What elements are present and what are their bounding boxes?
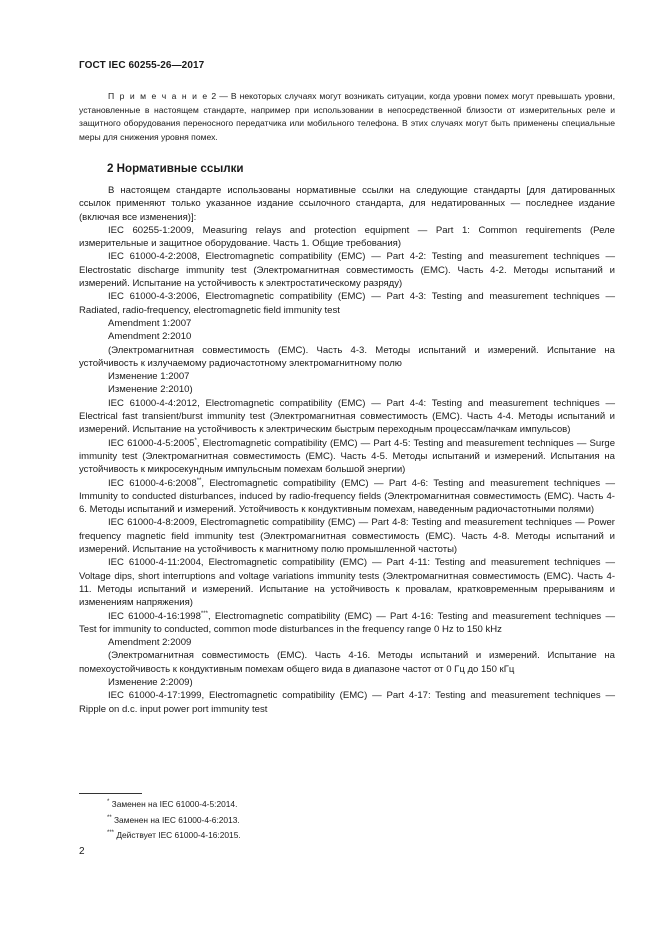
ref-text: , Electromagnetic compatibility (EMC) — Part 4-16: Testing and measurement techniques — Test for immunity to conducted, common mode disturbances in the frequency range 0 Hz to 150 kHz: [79, 610, 616, 635]
intro-paragraph: В настоящем стандарте использованы нормативные ссылки на следующие стандарты [для датированных ссылок применяют только указанное издание ссылочного стандарта, для недатированных — последнее издание (включая все изменения)]:: [79, 185, 615, 223]
amendment-line: Amendment 2:2010: [108, 331, 192, 343]
footnote-divider: [79, 793, 142, 794]
reference-iec-61000-4-3: IEC 61000-4-3:2006, Electromagnetic compatibility (EMC) — Part 4-3: Testing and measurement techniques — Radiated, radio-frequency, electromagnetic field immunity test: [79, 291, 615, 316]
reference-iec-61000-4-5: [79, 437, 615, 477]
footnote-mark: *: [107, 799, 110, 805]
ref-code: IEC 61000-4-6:2008: [108, 477, 197, 489]
page-number: 2: [79, 846, 85, 857]
reference-iec-61000-4-4: IEC 61000-4-4:2012, Electromagnetic compatibility (EMC) — Part 4-4: Testing and measurement techniques — Electrical fast transient/burst immunity test (Электромагнитная совместимость (ЕМС). Часть 4-4. Методы испытаний и измерений. Испытание на устойчивость к электрическим быстрым переходным процессам/пачкам импульсов): [79, 397, 615, 436]
amendment-line: Изменение 2:2009): [108, 676, 193, 688]
amendment-line: Amendment 1:2007: [108, 317, 192, 329]
amendment-line: Изменение 2:2010): [108, 384, 193, 396]
reference-translation: (Электромагнитная совместимость (EMC). Часть 4-16. Методы испытаний и измерений. Испытание на помехоустойчивость к кондуктивным помехам общего вида в диапазоне частот от 0 Гц до 150 кГц: [79, 650, 615, 675]
reference-iec-61000-4-2: IEC 61000-4-2:2008, Electromagnetic compatibility (EMC) — Part 4-2: Testing and measurement techniques — Electrostatic discharge immunity test (Электромагнитная совместимость (ЕМС). Часть 4-2. Методы испытаний и измерений. Испытание на устойчивость к электростатическому разряду): [79, 251, 615, 290]
references-body: [79, 184, 615, 716]
amendment-line: Amendment 2:2009: [108, 637, 192, 649]
reference-iec-61000-4-11: IEC 61000-4-11:2004, Electromagnetic compatibility (EMC) — Part 4-11: Testing and measurement techniques — Voltage dips, short interruptions and voltage variations immunity tests (Электромагнитная совместимость (ЕМС). Часть 4-11. Методы испытаний и измерений. Испытание на устойчивость к провалам, кратковременным прерываниям и изменениям напряжения): [79, 557, 615, 609]
reference-translation: (Электромагнитная совместимость (EMC). Часть 4-3. Методы испытаний и измерений. Испытание на устойчивость к излучаемому радиочастотному электромагнитному полю: [79, 344, 615, 369]
reference-iec-61000-4-6: [79, 477, 615, 517]
ref-code: IEC 61000-4-16:1998: [108, 610, 201, 622]
footnote-text: Заменен на IEC 61000-4-5:2014.: [109, 799, 238, 809]
reference-iec-60255-1: IEC 60255-1:2009, Measuring relays and protection equipment — Part 1: Common requirements (Реле измерительные и защитное оборудование. Часть 1. Общие требования): [79, 224, 615, 250]
note-text: 2 — В некоторых случаях могут возникать ситуации, когда уровни помех могут превышать уровни, установленные в настоящем стандарте, например при использовании в непосредственной близости от измерительных реле и защитного оборудования переносного передатчика или мобильного телефона. В этих случаях могут быть применены специальные меры для снижения уровня помех.: [79, 91, 615, 142]
footnote-mark: ***: [200, 610, 208, 617]
footnote-mark: **: [196, 477, 202, 484]
footnote-text: Действует IEC 61000-4-16:2015.: [114, 830, 241, 841]
note-label: П р и м е ч а н и е: [108, 91, 209, 101]
footnotes: [107, 797, 241, 844]
ref-code: IEC 61000-4-5:2005: [108, 437, 195, 449]
section-title: 2 Нормативные ссылки: [107, 162, 244, 175]
footnote-mark: **: [107, 814, 112, 821]
footnote-mark: *: [194, 437, 197, 444]
standard-header: ГОСТ IEC 60255-26—2017: [79, 60, 205, 71]
note-paragraph: [79, 90, 615, 144]
ref-text: , Electromagnetic compatibility (EMC) — Part 4-5: Testing and measurement techniques — Surge immunity test (Электромагнитная совместимость (ЕМС). Часть 4-5. Методы испытаний и измерений. Испытания на устойчивость к микросекундным импульсным помехам большой энергии): [79, 437, 615, 476]
ref-text: , Electromagnetic compatibility (EMC) — Part 4-6: Testing and measurement techniques — Immunity to conducted disturbances, induced by radio-frequency fields (Электромагнитная совместимость (ЕМС). Часть 4-6. Методы испытаний и измерений. Устойчивость к кондуктивным помехам, наведенным радиочастотными полями): [79, 477, 616, 516]
amendment-line: Изменение 1:2007: [108, 371, 190, 383]
reference-iec-61000-4-17: IEC 61000-4-17:1999, Electromagnetic compatibility (EMC) — Part 4-17: Testing and measurement techniques — Ripple on d.c. input power port immunity test: [79, 690, 615, 715]
footnote-text: Заменен на IEC 61000-4-6:2013.: [111, 814, 240, 825]
reference-iec-61000-4-16: [79, 610, 615, 637]
footnote-item: [107, 797, 241, 813]
reference-iec-61000-4-8: IEC 61000-4-8:2009, Electromagnetic compatibility (EMC) — Part 4-8: Testing and measurement techniques — Power frequency magnetic field immunity test (Электромагнитная совместимость (ЕМС). Часть 4-8. Методы испытаний и измерений. Испытание на устойчивость к магнитному полю промышленной частоты): [79, 517, 615, 556]
footnote-item: [107, 828, 241, 844]
footnote-mark: ***: [107, 830, 115, 837]
footnote-item: [107, 813, 241, 829]
